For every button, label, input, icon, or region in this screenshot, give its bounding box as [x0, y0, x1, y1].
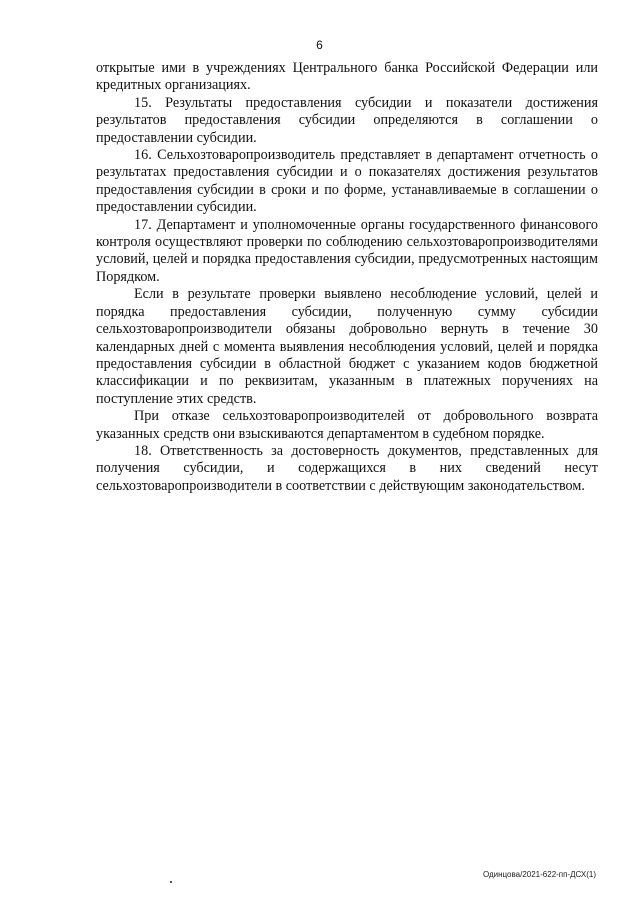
paragraph-continuation: открытые ими в учреждениях Центрального банка Российской Федерации или кредитных организациях. [96, 60, 598, 94]
paragraph-17: 17. Департамент и уполномоченные органы государственного финансового контроля осуществляют проверки по соблюдению сельхозтоваропроизводителями условий, целей и порядка предоставления субсидии, предусмотренных настоящим Порядком. [96, 216, 598, 285]
paragraph-16: 16. Сельхозтоваропроизводитель представляет в департамент отчетность о результатах предоставления субсидии и о показателях достижения результатов предоставления субсидии в сроки и по форме, устанавливаемые в соглашении о предоставлении субсидии. [96, 147, 598, 216]
paragraph-15: 15. Результаты предоставления субсидии и показатели достижения результатов предоставления субсидии определяются в соглашении о предоставлении субсидии. [96, 94, 598, 146]
footer-document-code: Одинцова/2021-622-пп-ДСХ(1) [482, 870, 596, 879]
paragraph-17-court: При отказе сельхозтоваропроизводителей от добровольного возврата указанных средств они взыскиваются департаментом в судебном порядке. [96, 408, 598, 442]
paragraph-18: 18. Ответственность за достоверность документов, представленных для получения субсидии, и содержащихся в них сведений несут сельхозтоваропроизводители в соответствии с действующим законодательством. [96, 442, 598, 494]
scan-speck [170, 881, 172, 883]
paragraph-17-refund: Если в результате проверки выявлено несоблюдение условий, целей и порядка предоставления субсидии, полученную сумму субсидии сельхозтоваропроизводители обязаны добровольно вернуть в течение 30 календарных дней с момента выявления несоблюдения условий, целей и порядка предоставления субсидии в областной бюджет с указанием кодов бюджетной классификации и по реквизитам, указанным в платежных поручениях на поступление этих средств. [96, 286, 598, 407]
page-number: 6 [316, 38, 323, 52]
document-body [96, 60, 598, 495]
